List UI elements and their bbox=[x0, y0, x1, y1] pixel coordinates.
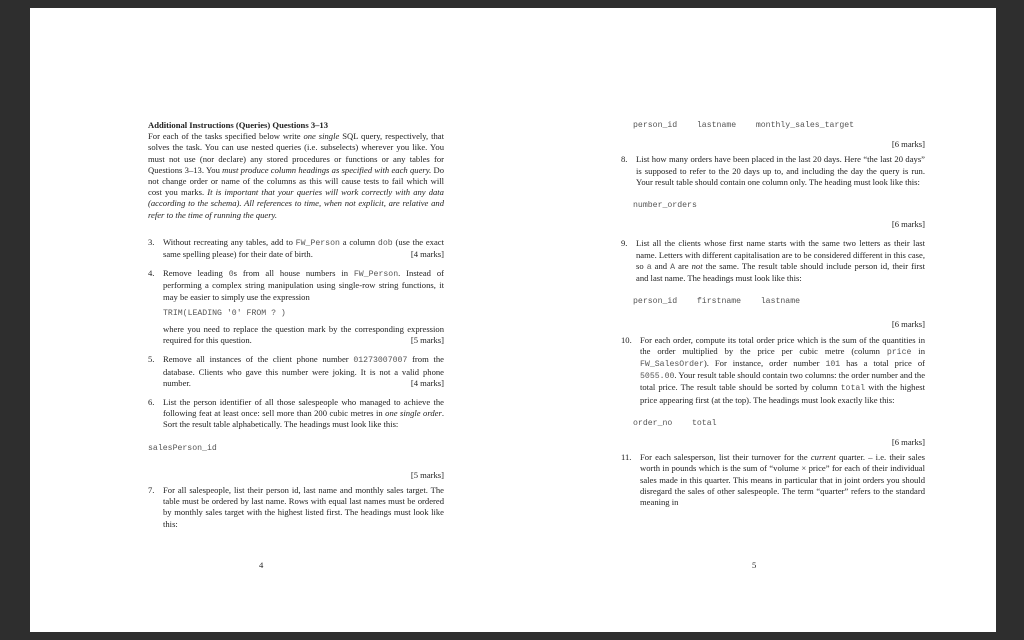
question-text: where you need to replace the question mark by the corresponding expression required for this question. bbox=[163, 324, 444, 346]
intro-paragraph bbox=[148, 131, 444, 221]
intro-emph: must produce column headings as specified with each query. bbox=[222, 164, 432, 175]
question-text: in bbox=[911, 345, 925, 356]
code-inline: FW_Person bbox=[353, 270, 399, 280]
section-heading: Additional Instructions (Queries) Questions 3–13 bbox=[148, 120, 329, 130]
question-8 bbox=[621, 154, 925, 188]
question-text: . Sort the result table alphabetically. The headings must look like this: bbox=[163, 408, 444, 430]
question-text: Remove leading bbox=[163, 268, 229, 279]
question-emph: one single order bbox=[385, 408, 442, 419]
question-text: s from all house numbers in bbox=[233, 268, 354, 279]
right-column bbox=[621, 120, 925, 508]
question-text: the same. The result table should include person id, their first and last name. The headings must look like this: bbox=[636, 260, 925, 284]
code-inline: a bbox=[646, 262, 652, 272]
question-emph: not bbox=[691, 260, 703, 271]
marks-label: [4 marks] bbox=[410, 377, 444, 388]
question-number: 10. bbox=[621, 334, 632, 345]
question-text: For each order, compute its total order price which is the sum of the quantities in the order multiplied by the price per cubic metre (column bbox=[640, 334, 925, 356]
question-text: Remove all instances of the client phone number bbox=[163, 354, 354, 365]
question-number: 6. bbox=[148, 397, 155, 408]
question-text: (use the exact same spelling please) for their date of birth. bbox=[163, 236, 444, 260]
question-4 bbox=[148, 268, 444, 346]
question-text: List how many orders have been placed in the last 20 days. Here “the last 20 days” is supposed to refer to the 20 days up to, and including the day the query is run. Your result table should contain one column only. The heading must look like this: bbox=[636, 154, 925, 187]
code-inline: FW_Person bbox=[295, 238, 340, 248]
question-text: Without recreating any tables, add to bbox=[163, 236, 296, 247]
code-inline: 01273007007 bbox=[353, 356, 408, 366]
question-3 bbox=[148, 237, 444, 260]
question-text: For all salespeople, list their person id, last name and monthly sales target. The table must be ordered by last name. Rows with equal last names must be ordered by monthly sales target with the highest listed first. The headings must look like this: bbox=[163, 485, 444, 529]
question-text: . Your result table should contain two columns: the order number and the total price. The result table should be sorted by column bbox=[640, 370, 926, 393]
question-text: with the highest price appearing first (at the top). The headings must look exactly like this: bbox=[640, 382, 925, 405]
question-text: and bbox=[651, 260, 671, 271]
intro-text: SQL query, respectively, that solves the task. You can use nested queries (i.e. subselects) wherever you like. You must not use (nor declare) any stored procedures or functions or any tables for Questions 3–13. You bbox=[148, 131, 444, 175]
code-block: TRIM(LEADING '0' FROM ? ) bbox=[163, 308, 286, 318]
column-headings: person_id firstname lastname bbox=[633, 297, 801, 307]
question-text: List all the clients whose first name starts with the same two letters as their last name. Letters with different capitalisation are to be considered different in this case, so bbox=[636, 238, 925, 271]
marks-label: [5 marks] bbox=[410, 469, 444, 480]
question-text: a column bbox=[339, 236, 378, 247]
question-number: 4. bbox=[148, 268, 155, 279]
question-6 bbox=[148, 397, 444, 431]
code-inline: FW_SalesOrder bbox=[640, 360, 704, 370]
question-text: from the database. Clients who gave this number were joking. It is not a valid phone number. bbox=[163, 354, 444, 388]
intro-emph: one single bbox=[303, 131, 340, 142]
document-page bbox=[30, 8, 996, 632]
code-inline: 101 bbox=[825, 360, 841, 370]
code-inline: price bbox=[886, 347, 912, 357]
column-headings: person_id lastname monthly_sales_target bbox=[633, 121, 855, 130]
marks-label: [6 marks] bbox=[891, 437, 925, 448]
marks-label: [6 marks] bbox=[891, 319, 925, 330]
question-number: 7. bbox=[148, 485, 155, 496]
question-number: 8. bbox=[621, 154, 628, 165]
code-inline: dob bbox=[377, 238, 393, 248]
question-number: 9. bbox=[621, 238, 628, 249]
question-text: ). For instance, order number bbox=[703, 358, 826, 369]
code-inline: total bbox=[840, 384, 866, 394]
marks-label: [4 marks] bbox=[410, 249, 444, 260]
question-text: quarter. – i.e. their sales worth in pounds which is the sum of “volume × price” for each of their individual sales made in this quarter. This means in particular that in joint orders you should disregard the sales of other salespeople. The term “quarter” refers to the standard meaning in bbox=[640, 452, 925, 508]
question-number: 5. bbox=[148, 354, 155, 365]
column-headings: order_no total bbox=[633, 418, 717, 428]
question-10 bbox=[621, 335, 925, 406]
question-text: List the person identifier of all those salespeople who managed to achieve the following feat at least once: sell more than 200 cubic metres in bbox=[163, 397, 444, 419]
question-11 bbox=[621, 452, 925, 508]
marks-label: [5 marks] bbox=[410, 335, 444, 346]
question-text: . Instead of performing a complex string manipulation using single-row string functions, it may be easier to simply use the expression bbox=[163, 268, 445, 302]
code-inline: 5055.00 bbox=[640, 372, 675, 382]
question-number: 3. bbox=[148, 236, 155, 247]
question-7 bbox=[148, 485, 444, 530]
left-column bbox=[148, 120, 444, 530]
question-number: 11. bbox=[621, 452, 632, 463]
question-text: are bbox=[675, 260, 692, 271]
marks-label: [6 marks] bbox=[891, 219, 925, 230]
question-text: has a total price of bbox=[840, 358, 925, 369]
question-5 bbox=[148, 354, 444, 389]
page-number-right: 5 bbox=[752, 560, 757, 570]
code-inline: 0 bbox=[228, 270, 234, 280]
column-headings: number_orders bbox=[633, 201, 697, 211]
question-9 bbox=[621, 238, 925, 284]
intro-emph: It is important that your queries will work correctly with any data (according to the schema). All references to time, when not explicit, are relative and refer to the time of running the query. bbox=[148, 187, 444, 220]
code-inline: A bbox=[670, 262, 676, 272]
intro-text: For each of the tasks specified below write bbox=[148, 131, 304, 142]
question-text: For each salesperson, list their turnover for the bbox=[640, 452, 811, 463]
marks-label: [6 marks] bbox=[891, 139, 925, 150]
intro-text: Do not change order or name of the columns as this will cause tests to fail which will cost you marks. bbox=[148, 164, 444, 198]
page-number-left: 4 bbox=[259, 560, 264, 570]
question-emph: current bbox=[810, 452, 836, 463]
column-headings: salesPerson_id bbox=[148, 443, 217, 453]
